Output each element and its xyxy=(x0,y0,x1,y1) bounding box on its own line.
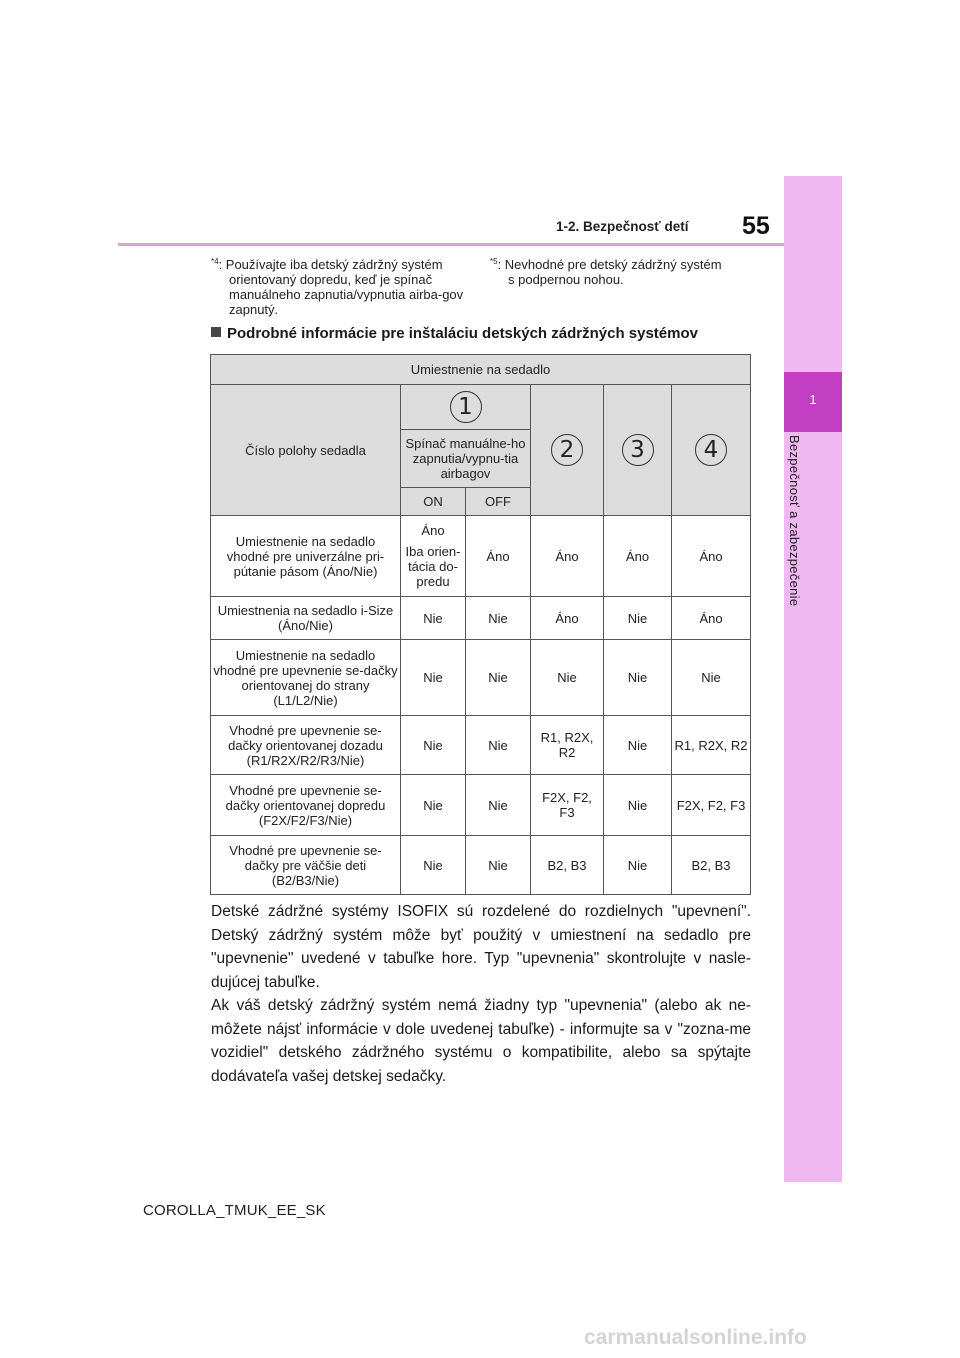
watermark: carmanualsonline.info xyxy=(584,1326,807,1349)
cell-position-4: R1, R2X, R2 xyxy=(672,716,751,775)
cell-off: Nie xyxy=(466,716,531,775)
position-4-icon: 4 xyxy=(695,434,727,466)
chapter-side-tab xyxy=(784,176,842,1182)
chapter-number: 1 xyxy=(809,392,817,407)
cell-position-2: Áno xyxy=(531,516,604,597)
cell-off: Áno xyxy=(466,516,531,597)
cell-position-3: Áno xyxy=(604,516,672,597)
footnote-5 xyxy=(490,254,755,287)
row-label: Vhodné pre upevnenie se-dačky pre väčšie deti (B2/B3/Nie) xyxy=(211,836,401,895)
position-4-cell xyxy=(672,385,751,516)
cell-position-2: B2, B3 xyxy=(531,836,604,895)
body-paragraph-2: Ak váš detský zádržný systém nemá žiadny typ "upevnenia" (alebo ak ne-môžete nájsť informácie v dole uvedenej tabuľke) - informujte sa v "zozna-me vozidiel" detského zádržného systému o kompatibilite, alebo sa spýtajte dodávateľa vašej detskej sedačky. xyxy=(211,997,751,1085)
cell-position-2: F2X, F2, F3 xyxy=(531,775,604,836)
position-3-icon: 3 xyxy=(622,434,654,466)
position-1-cell xyxy=(401,385,531,430)
bullet-square-icon xyxy=(211,327,221,337)
subheading-text: Podrobné informácie pre inštaláciu detských zádržných systémov xyxy=(227,325,698,342)
footnote-5-line1: : Nevhodné pre detský zádržný systém xyxy=(497,257,722,272)
footnote-5-mark: *5 xyxy=(490,257,498,266)
cell-off: Nie xyxy=(466,597,531,640)
table-row xyxy=(211,775,751,836)
on-label: ON xyxy=(401,488,466,516)
table-row xyxy=(211,597,751,640)
cell-on: Nie xyxy=(401,640,466,716)
cell-position-2: Áno xyxy=(531,597,604,640)
document-code: COROLLA_TMUK_EE_SK xyxy=(143,1202,326,1219)
row-label: Vhodné pre upevnenie se-dačky orientovanej dozadu (R1/R2X/R2/R3/Nie) xyxy=(211,716,401,775)
table-row xyxy=(211,716,751,775)
row-label: Umiestnenia na sedadlo i-Size (Áno/Nie) xyxy=(211,597,401,640)
cell-position-3: Nie xyxy=(604,836,672,895)
cell-position-4: Áno xyxy=(672,597,751,640)
airbag-switch-label: Spínač manuálne-ho zapnutia/vypnu-tia airbagov xyxy=(401,430,531,488)
cell-position-2: Nie xyxy=(531,640,604,716)
footnote-4 xyxy=(211,254,471,317)
table-row xyxy=(211,640,751,716)
row-label: Umiestnenie na sedadlo vhodné pre upevnenie se-dačky orientovanej do strany (L1/L2/Nie) xyxy=(211,640,401,716)
off-label: OFF xyxy=(466,488,531,516)
cell-position-3: Nie xyxy=(604,597,672,640)
seat-number-label: Číslo polohy sedadla xyxy=(211,385,401,516)
footnote-4-line1: : Používajte iba detský zádržný systém xyxy=(218,257,443,272)
cell-position-3: Nie xyxy=(604,716,672,775)
seat-position-table xyxy=(210,354,751,895)
cell-on: Nie xyxy=(401,775,466,836)
section-title: 1-2. Bezpečnosť detí xyxy=(556,219,689,234)
cell-position-2: R1, R2X, R2 xyxy=(531,716,604,775)
page-number: 55 xyxy=(742,212,770,240)
position-2-cell xyxy=(531,385,604,516)
chapter-title: Bezpečnosť a zabezpečenie xyxy=(787,435,802,607)
position-2-icon: 2 xyxy=(551,434,583,466)
section-subheading xyxy=(211,325,698,342)
cell-off: Nie xyxy=(466,775,531,836)
cell-on: Nie xyxy=(401,597,466,640)
cell-position-4: F2X, F2, F3 xyxy=(672,775,751,836)
body-text xyxy=(211,900,751,1088)
cell-on-value: Áno xyxy=(421,523,445,538)
cell-on: Nie xyxy=(401,716,466,775)
row-label: Umiestnenie na sedadlo vhodné pre univerzálne pri-pútanie pásom (Áno/Nie) xyxy=(211,516,401,597)
cell-position-4: B2, B3 xyxy=(672,836,751,895)
cell-on-note: Iba orien-tácia do-predu xyxy=(405,544,461,589)
table-row xyxy=(211,836,751,895)
footnote-4-mark: *4 xyxy=(211,257,219,266)
cell-position-4: Nie xyxy=(672,640,751,716)
body-paragraph-1: Detské zádržné systémy ISOFIX sú rozdelené do rozdielnych "upevnení". Detský zádržný systém môže byť použitý v umiestnení na sedadlo pre "upevnenie" uvedené v tabuľke hore. Typ "upevnenia" skontrolujte v nasle-dujúcej tabuľke. xyxy=(211,903,751,991)
position-3-cell xyxy=(604,385,672,516)
position-1-icon: 1 xyxy=(450,391,482,423)
cell-off: Nie xyxy=(466,640,531,716)
cell-on xyxy=(401,516,466,597)
footnote-5-text: s podpernou nohou. xyxy=(508,272,624,287)
footnote-4-text: orientovaný dopredu, keď je spínač manuálneho zapnutia/vypnutia airba-gov zapnutý. xyxy=(229,272,464,317)
cell-position-3: Nie xyxy=(604,640,672,716)
cell-on: Nie xyxy=(401,836,466,895)
table-row xyxy=(211,516,751,597)
cell-position-4: Áno xyxy=(672,516,751,597)
cell-off: Nie xyxy=(466,836,531,895)
table-top-header: Umiestnenie na sedadlo xyxy=(211,355,751,385)
header-rule xyxy=(118,243,784,246)
cell-position-3: Nie xyxy=(604,775,672,836)
row-label: Vhodné pre upevnenie se-dačky orientovanej dopredu (F2X/F2/F3/Nie) xyxy=(211,775,401,836)
